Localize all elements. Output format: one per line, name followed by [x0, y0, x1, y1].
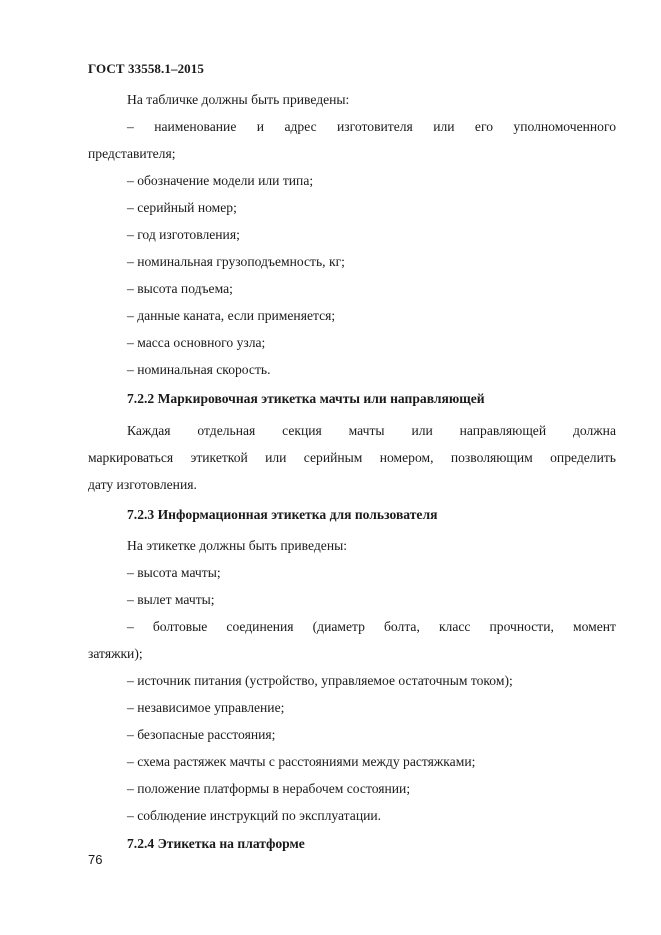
label-item-bolts-line2: затяжки);	[88, 646, 143, 661]
plate-item-year: – год изготовления;	[127, 227, 240, 242]
plate-item-serial: – серийный номер;	[127, 200, 237, 215]
plate-item-manufacturer-line2: представителя;	[88, 146, 176, 161]
label-item-bolts-line1: – болтовые соединения (диаметр болта, класс прочности, момент	[127, 619, 616, 634]
plate-item-capacity: – номинальная грузоподъемность, кг;	[127, 254, 345, 269]
section-7-2-2-para-line2: маркироваться этикеткой или серийным номером, позволяющим определить	[88, 450, 616, 465]
section-heading-7-2-3: 7.2.3 Информационная этикетка для пользователя	[127, 507, 438, 522]
label-intro: На этикетке должны быть приведены:	[127, 538, 348, 553]
document-header: ГОСТ 33558.1–2015	[88, 61, 204, 76]
page-number: 76	[88, 852, 103, 867]
label-item-power-source: – источник питания (устройство, управляемое остаточным током);	[127, 673, 513, 688]
plate-item-lift-height: – высота подъема;	[127, 281, 233, 296]
plate-item-manufacturer-line1: – наименование и адрес изготовителя или его уполномоченного	[127, 119, 616, 134]
label-item-mast-height: – высота мачты;	[127, 565, 221, 580]
plate-item-unit-mass: – масса основного узла;	[127, 335, 266, 350]
label-item-independent-control: – независимое управление;	[127, 700, 285, 715]
plate-item-model: – обозначение модели или типа;	[127, 173, 314, 188]
plate-item-rope-data: – данные каната, если применяется;	[127, 308, 336, 323]
label-item-instructions: – соблюдение инструкций по эксплуатации.	[127, 808, 382, 823]
section-7-2-2-para-line3: дату изготовления.	[88, 477, 197, 492]
label-item-tie-scheme: – схема растяжек мачты с расстояниями между растяжками;	[127, 754, 476, 769]
plate-item-speed: – номинальная скорость.	[127, 362, 271, 377]
plate-intro: На табличке должны быть приведены:	[127, 92, 350, 107]
section-7-2-2-para-line1: Каждая отдельная секция мачты или направляющей должна	[127, 423, 616, 438]
label-item-platform-position: – положение платформы в нерабочем состоянии;	[127, 781, 411, 796]
label-item-safe-distances: – безопасные расстояния;	[127, 727, 276, 742]
section-heading-7-2-2: 7.2.2 Маркировочная этикетка мачты или направляющей	[127, 391, 485, 406]
section-heading-7-2-4: 7.2.4 Этикетка на платформе	[127, 836, 305, 851]
label-item-mast-reach: – вылет мачты;	[127, 592, 215, 607]
